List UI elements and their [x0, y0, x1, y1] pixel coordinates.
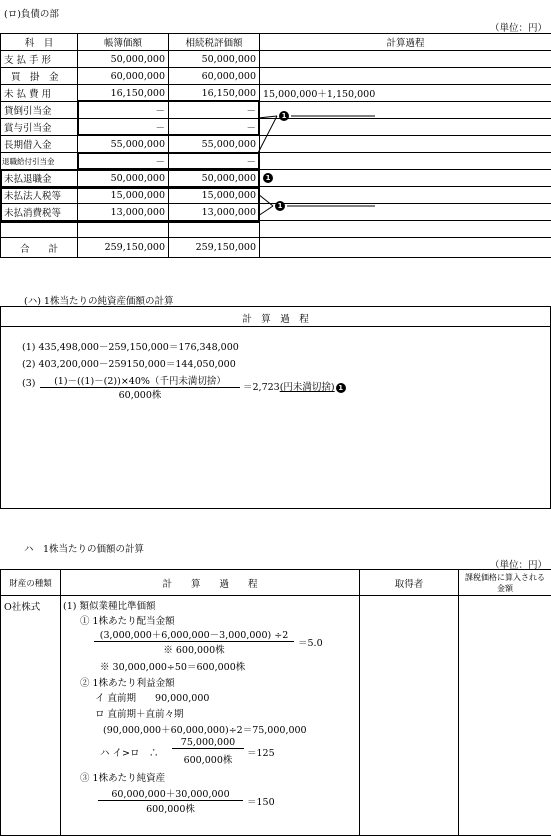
- ha2-netasset-numerator: 60,000,000＋30,000,000: [98, 786, 243, 801]
- header-taxable-amount: 課税価格に算入される金額: [459, 570, 551, 596]
- section-ha2-unit: （単位：円）: [490, 557, 547, 571]
- ha2-line-5: ② 1株あたり利益金額: [80, 675, 175, 689]
- section-ha2-heading: ハ 1株当たりの価額の計算: [24, 541, 144, 555]
- header-calc: 計算過程: [260, 34, 551, 51]
- calc-box: [0, 306, 551, 509]
- ha2-netasset-result: ＝150: [247, 794, 275, 808]
- row-eval: 16,150,000: [169, 85, 260, 102]
- marker-badge-taxes: 1: [275, 201, 285, 211]
- row-name: 買 掛 金: [1, 68, 78, 85]
- calc-line-3-denominator: 60,000株: [40, 387, 240, 401]
- row-name: 未払退職金: [1, 170, 78, 187]
- ha2-line-8: (90,000,000＋60,000,000)÷2＝75,000,000: [103, 722, 307, 736]
- total-row: [1, 238, 551, 258]
- row-eval: －: [169, 102, 260, 119]
- row-name: 支 払 手 形: [1, 51, 78, 68]
- row-name: 退職給付引当金: [1, 153, 78, 170]
- calc-line-2: (2) 403,200,000－259150,000＝144,050,000: [22, 356, 236, 370]
- calc-box-divider: [0, 326, 551, 327]
- row-eval: 60,000,000: [169, 68, 260, 85]
- row-book: －: [78, 119, 169, 136]
- row-name: 未 払 費 用: [1, 85, 78, 102]
- ha2-line-2: ① 1株あたり配当金額: [80, 613, 175, 627]
- ha2-dividend-numerator: (3,000,000＋6,000,000－3,000,000) ÷2: [94, 627, 294, 642]
- ha2-netasset-denominator: 600,000株: [98, 801, 243, 815]
- header-eval: 相続税評価額: [169, 34, 260, 51]
- ha2-profit-denominator: 600,000株: [172, 752, 244, 766]
- bold-box-unpaid-retirement: [0, 169, 260, 188]
- row-name: 未払消費税等: [1, 204, 78, 221]
- header-item: 科 目: [1, 34, 78, 51]
- ha2-line-10: ③ 1株あたり純資産: [80, 770, 165, 784]
- row-calc: [260, 68, 551, 85]
- table-header-row: [1, 34, 551, 51]
- header-asset: 財産の種類: [1, 570, 61, 596]
- row-calc: [260, 221, 551, 238]
- section-ro-unit: （単位：円）: [490, 20, 547, 34]
- row-book: [78, 221, 169, 238]
- ha2-line-6: イ 直前期 90,000,000: [95, 690, 209, 704]
- header-process: 計 算 過 程: [61, 570, 360, 596]
- bold-box-unpaid-taxes: [0, 187, 260, 223]
- ha2-line-9-label: ハ イ>ロ ∴: [100, 745, 158, 759]
- row-name: [1, 221, 78, 238]
- row-book: 60,000,000: [78, 68, 169, 85]
- row-eval: 15,000,000: [169, 187, 260, 204]
- acquirer-cell: [360, 596, 459, 836]
- row-eval: 13,000,000: [169, 204, 260, 221]
- ha2-profit-result: ＝125: [247, 745, 275, 759]
- ha2-dividend-denominator: ※ 600,000株: [94, 642, 294, 656]
- row-eval: 50,000,000: [169, 51, 260, 68]
- row-book: －: [78, 153, 169, 170]
- row-book: 15,000,000: [78, 187, 169, 204]
- ha2-line-1: (1) 類似業種比準価額: [63, 598, 155, 612]
- ha2-profit-numerator: 75,000,000: [172, 737, 244, 749]
- table-row: [1, 221, 551, 238]
- row-eval: 55,000,000: [169, 136, 260, 153]
- row-name: 未払法人税等: [1, 187, 78, 204]
- total-book: 259,150,000: [78, 238, 169, 258]
- row-name: 長期借入金: [1, 136, 78, 153]
- header-book: 帳簿価額: [78, 34, 169, 51]
- header-acquirer: 取得者: [360, 570, 459, 596]
- connector-lines: [255, 108, 385, 218]
- row-eval: [169, 221, 260, 238]
- calc-line-3-numerator: (1)－((1)－(2))×40%（千円未満切捨）: [40, 373, 240, 388]
- calc-line-1: (1) 435,498,000－259,150,000＝176,348,000: [22, 339, 239, 353]
- asset-cell: O社株式: [1, 596, 61, 836]
- row-eval: －: [169, 119, 260, 136]
- row-book: 13,000,000: [78, 204, 169, 221]
- section-ro-heading: (ロ)負債の部: [4, 6, 59, 20]
- amount-cell: [459, 596, 551, 836]
- row-eval: 50,000,000: [169, 170, 260, 187]
- bold-box-allowances: [77, 100, 260, 136]
- calc-line-3-label: (3): [22, 378, 35, 389]
- row-book: 50,000,000: [78, 170, 169, 187]
- row-book: 16,150,000: [78, 85, 169, 102]
- row-name: 賞与引当金: [1, 119, 78, 136]
- marker-badge: 1: [336, 383, 346, 393]
- table-row: [1, 51, 551, 68]
- row-calc: [260, 51, 551, 68]
- table-row: [1, 68, 551, 85]
- total-label: 合 計: [1, 238, 78, 258]
- row-name: 貸倒引当金: [1, 102, 78, 119]
- ha2-line-7: ロ 直前期＋直前々期: [95, 706, 184, 720]
- total-calc: [260, 238, 551, 258]
- row-calc: 15,000,000＋1,150,000: [260, 85, 551, 102]
- row-book: －: [78, 102, 169, 119]
- marker-badge: 1: [263, 173, 273, 183]
- bold-box-retirement-allowance: [77, 152, 260, 170]
- calc-box-title: 計 算 過 程: [0, 311, 551, 325]
- table-header-row: [1, 570, 551, 596]
- section-ha1-heading: (ハ) 1株当たりの純資産価額の計算: [24, 293, 173, 307]
- ha2-dividend-result: ＝5.0: [298, 635, 323, 649]
- marker-badge-allowances: 1: [279, 111, 289, 121]
- calc-line-3-note: (円未満切捨): [280, 382, 335, 393]
- ha2-line-4: ※ 30,000,000÷50＝600,000株: [100, 659, 245, 673]
- calc-line-3-result-wrap: [243, 379, 346, 393]
- row-book: 55,000,000: [78, 136, 169, 153]
- table-row: [1, 85, 551, 102]
- total-eval: 259,150,000: [169, 238, 260, 258]
- calc-line-3-result: ＝2,723: [243, 382, 280, 393]
- row-book: 50,000,000: [78, 51, 169, 68]
- row-eval: －: [169, 153, 260, 170]
